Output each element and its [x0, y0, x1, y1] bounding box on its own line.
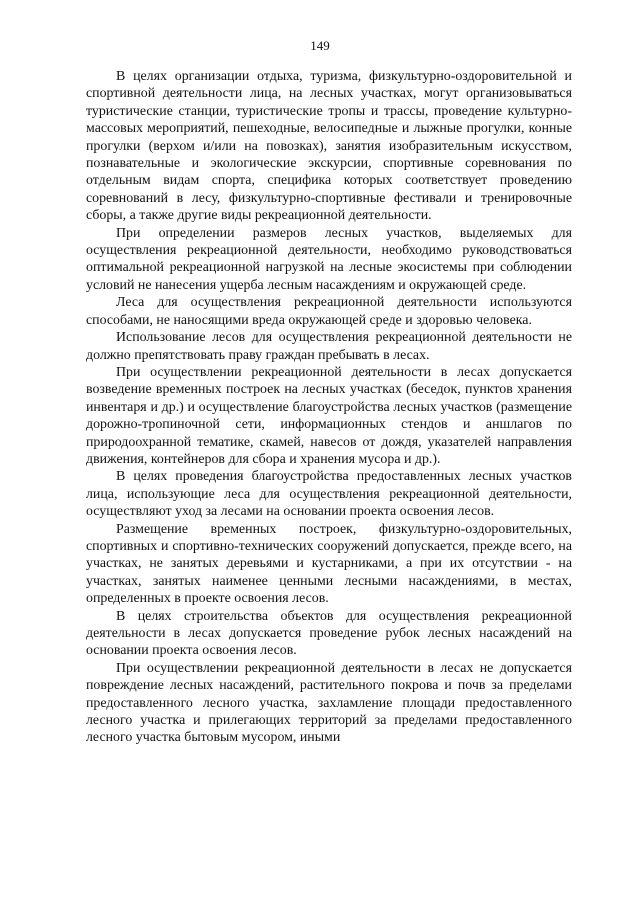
page-number: 149	[310, 38, 330, 53]
paragraph: При определении размеров лесных участков, выделяемых для осуществления рекреационной деятельности, необходимо руководствоваться оптимальной рекреационной нагрузкой на лесные экосистемы при соблюдении условий не нанесения ущерба лесным насаждениям и окружающей среде.	[86, 225, 572, 293]
paragraph: При осуществлении рекреационной деятельности в лесах допускается возведение временных построек на лесных участках (беседок, пунктов хранения инвентаря и др.) и осуществление благоустройства лесных участков (размещение дорожно-тропиночной сети, информационных стендов и аншлагов по природоохранной тематике, скамей, навесов от дождя, указателей направления движения, контейнеров для сбора и хранения мусора и др.).	[86, 364, 572, 467]
paragraph: В целях проведения благоустройства предоставленных лесных участков лица, использующие леса для осуществления рекреационной деятельности, осуществляют уход за лесами на основании проекта освоения лесов.	[86, 469, 572, 520]
paragraph: Использование лесов для осуществления рекреационной деятельности не должно препятствовать праву граждан пребывать в лесах.	[86, 330, 572, 363]
paragraph: В целях организации отдыха, туризма, физкультурно-оздоровительной и спортивной деятельности лица, на лесных участках, могут организовываться туристические станции, туристические тропы и трассы, проведение культурно-массовых мероприятий, пешеходные, велосипедные и лыжные прогулки, конные прогулки (верхом и/или на повозках), занятия изобразительным искусством, познавательные и экологические экскурсии, спортивные соревнования по отдельным видам спорта, специфика которых соответствует проведению соревнований в лесу, физкультурно-спортивные фестивали и тренировочные сборы, а также другие виды рекреационной деятельности.	[86, 69, 572, 224]
paragraph: При осуществлении рекреационной деятельности в лесах не допускается повреждение лесных насаждений, растительного покрова и почв за пределами предоставленного лесного участка, захламление площади предоставленного лесного участка и прилегающих территорий за пределами предоставленного лесного участка бытовым мусором, иными	[86, 660, 572, 746]
paragraph: В целях строительства объектов для осуществления рекреационной деятельности в лесах допускается проведение рубок лесных насаждений на основании проекта освоения лесов.	[86, 608, 572, 659]
paragraph: Леса для осуществления рекреационной деятельности используются способами, не наносящими вреда окружающей среде и здоровью человека.	[86, 295, 572, 328]
paragraph: Размещение временных построек, физкультурно-оздоровительных, спортивных и спортивно-технических сооружений допускается, прежде всего, на участках, не занятых деревьями и кустарниками, а при их отсутствии - на участках, занятых наименее ценными лесными насаждениями, в местах, определенных в проекте освоения лесов.	[86, 521, 572, 607]
document-body	[86, 68, 572, 747]
